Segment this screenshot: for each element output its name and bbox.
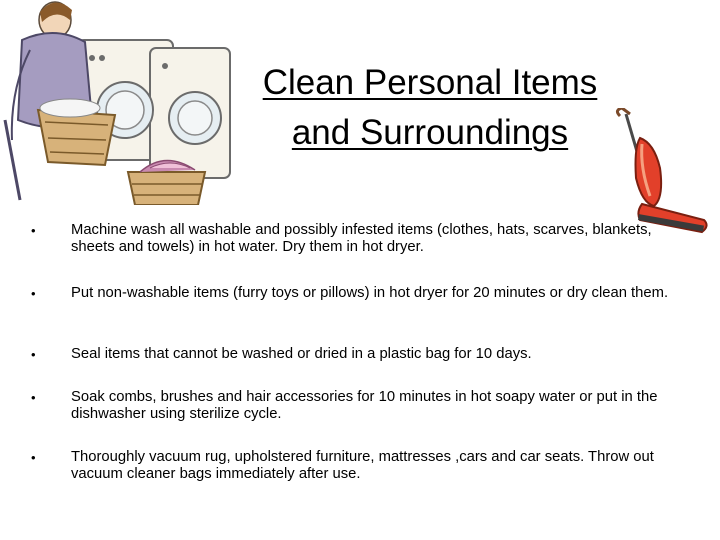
list-item <box>27 285 668 302</box>
list-item <box>27 389 687 423</box>
title-line-2: and Surroundings <box>291 113 569 152</box>
bullet-marker: • <box>31 223 36 238</box>
bullet-marker: • <box>31 347 36 362</box>
bullet-text: Thoroughly vacuum rug, upholstered furniture, mattresses ,cars and car seats. Throw out vacuum cleaner bags immediately after use. <box>71 449 654 482</box>
bullet-text: Put non-washable items (furry toys or pillows) in hot dryer for 20 minutes or dry clean them. <box>71 285 669 301</box>
slide-title <box>225 58 635 158</box>
bullet-text: Soak combs, brushes and hair accessories for 10 minutes in hot soapy water or put in the dishwasher using sterilize cycle. <box>71 389 658 422</box>
title-line-1: Clean Personal Items <box>262 63 598 102</box>
bullet-marker: • <box>31 286 36 301</box>
laundry-clipart <box>0 0 240 205</box>
bullet-marker: • <box>31 450 36 465</box>
list-item <box>27 222 687 256</box>
list-item <box>27 346 532 363</box>
bullet-text: Machine wash all washable and possibly infested items (clothes, hats, scarves, blankets, sheets and towels) in hot water. Dry them in hot dryer. <box>71 222 652 255</box>
bullet-marker: • <box>31 390 36 405</box>
bullet-text: Seal items that cannot be washed or dried in a plastic bag for 10 days. <box>71 346 532 362</box>
list-item <box>27 449 687 483</box>
